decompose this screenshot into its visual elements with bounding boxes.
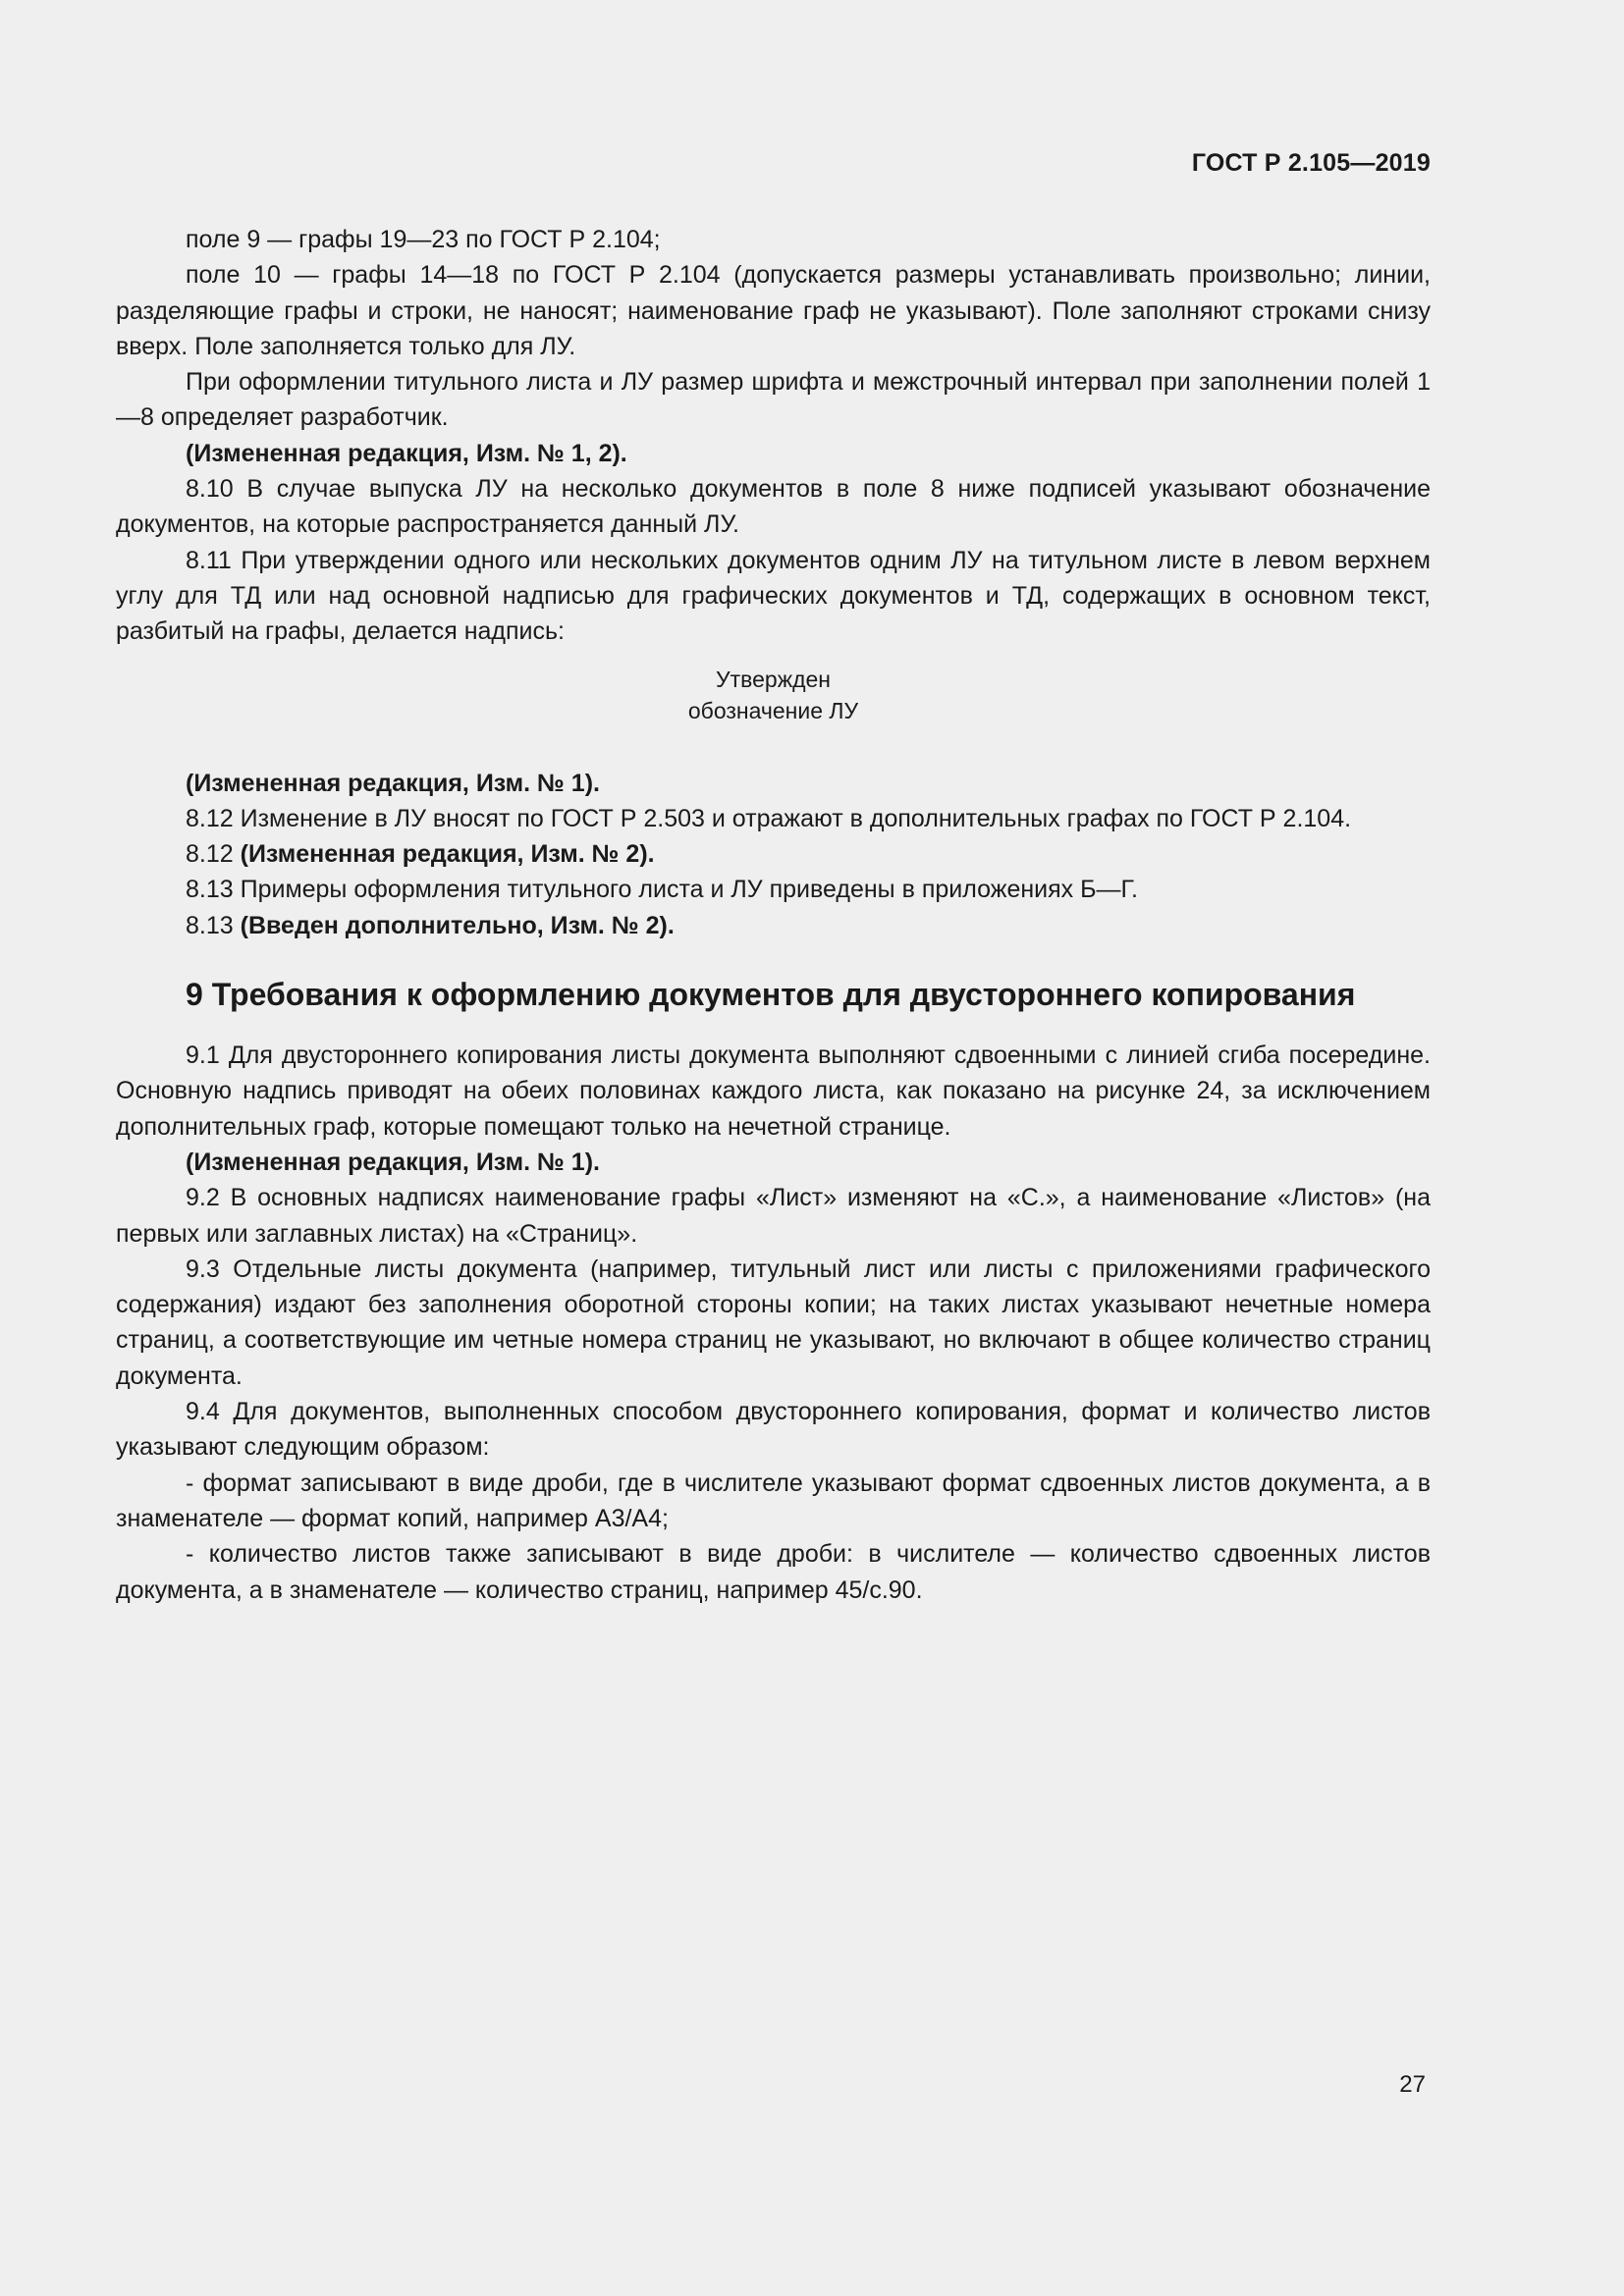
amendment-line — [116, 908, 1431, 943]
approval-line-2: обозначение ЛУ — [687, 697, 859, 723]
amendment-note: (Измененная редакция, Изм. № 1, 2). — [186, 439, 627, 467]
amendment-note: (Измененная редакция, Изм. № 1). — [186, 769, 600, 797]
clause-number: 8.12 — [186, 840, 234, 869]
paragraph: 9.3 Отдельные листы документа (например, титульный лист или листы с приложениями графического содержания) издают без заполнения оборотной стороны копии; на таких листах указывают нечетные номера страниц, а соответствующие им четные номера страниц не указывают, но включают в общее количество страниц документа. — [116, 1255, 1431, 1390]
paragraph: При оформлении титульного листа и ЛУ размер шрифта и межстрочный интервал при заполнении полей 1—8 определяет разработчик. — [116, 368, 1431, 432]
paragraph: поле 10 — графы 14—18 по ГОСТ Р 2.104 (допускается размеры устанавливать произвольно; линии, разделяющие графы и строки, не наносят; наименование граф не указывают). Поле заполняют строками снизу вверх. Поле заполняется только для ЛУ. — [116, 261, 1431, 360]
paragraph: 9.4 Для документов, выполненных способом двустороннего копирования, формат и количество листов указывают следующим образом: — [116, 1398, 1431, 1462]
paragraph: 8.11 При утверждении одного или нескольких документов одним ЛУ на титульном листе в левом верхнем углу для ТД или над основной надписью для графических документов и ТД, содержащих в основном текст, разбитый на графы, делается надпись: — [116, 546, 1431, 646]
paragraph: 9.2 В основных надписях наименование графы «Лист» изменяют на «С.», а наименование «Листов» (на первых или заглавных листах) на «Страниц». — [116, 1184, 1431, 1248]
paragraph: 8.12 Изменение в ЛУ вносят по ГОСТ Р 2.503 и отражают в дополнительных графах по ГОСТ Р 2.104. — [186, 804, 1352, 832]
clause-number: 8.13 — [186, 911, 234, 939]
paragraph: поле 9 — графы 19—23 по ГОСТ Р 2.104; — [186, 226, 661, 253]
approval-block — [116, 664, 1431, 726]
page-number: 27 — [1399, 2071, 1426, 2098]
amendment-note: (Введен дополнительно, Изм. № 2). — [240, 911, 675, 939]
paragraph: 8.10 В случае выпуска ЛУ на несколько документов в поле 8 ниже подписей указывают обозначение документов, на которые распространяется данный ЛУ. — [116, 475, 1431, 539]
document-body — [116, 222, 1431, 1608]
amendment-line — [116, 836, 1431, 872]
paragraph: 9.1 Для двустороннего копирования листы документа выполняют сдвоенными с линией сгиба посередине. Основную надпись приводят на обеих половинах каждого листа, как показано на рисунке 24, за исключением дополнительных граф, которые помещают только на нечетной странице. — [116, 1041, 1431, 1141]
section-heading: 9 Требования к оформлению документов для двустороннего копирования — [186, 977, 1356, 1013]
amendment-note: (Измененная редакция, Изм. № 1). — [186, 1148, 600, 1176]
standard-header: ГОСТ Р 2.105—2019 — [1191, 149, 1431, 177]
amendment-note: (Измененная редакция, Изм. № 2). — [240, 840, 655, 869]
list-item: - количество листов также записывают в виде дроби: в числителе — количество сдвоенных листов документа, а в знаменателе — количество страниц, например 45/с.90. — [116, 1540, 1431, 1604]
paragraph: 8.13 Примеры оформления титульного листа и ЛУ приведены в приложениях Б—Г. — [186, 876, 1138, 904]
approval-line-1: Утвержден — [716, 666, 831, 692]
list-item: - формат записывают в виде дроби, где в числителе указывают формат сдвоенных листов документа, а в знаменателе — формат копий, например А3/А4; — [116, 1468, 1431, 1532]
